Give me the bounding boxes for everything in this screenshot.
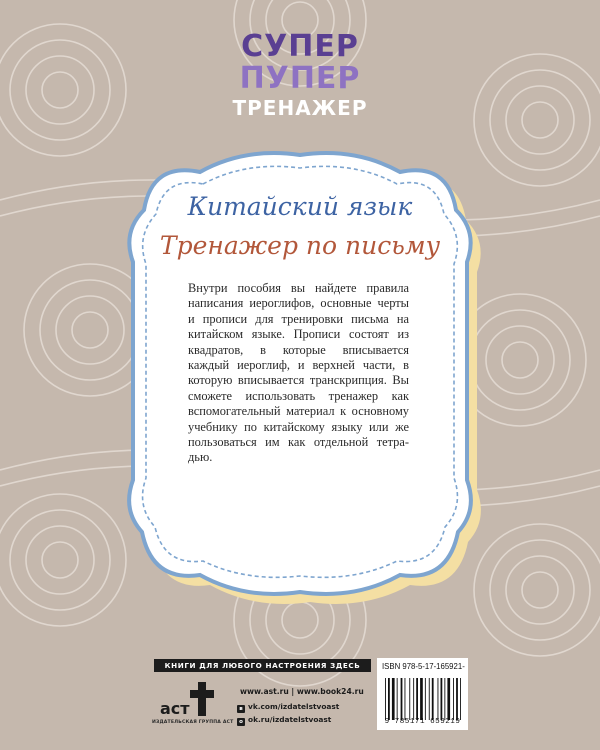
ok-link[interactable]	[237, 715, 331, 726]
barcode-bar	[447, 678, 450, 720]
book-description: Внутри пособия вы найдете правила написания иероглифов, основные черты и прописи для тренировки письма на китайском языке. Прописи состоят из квадратов, в которые вписывается каждый иероглиф, и верхней части, в которую вписывается транскрипция. Вы сможете использовать тренажер как вспомогательный материал к основному учебнику по китайскому языку или же пользоваться им как отдельной тетра-дью.	[188, 281, 409, 465]
barcode-bar	[432, 678, 434, 720]
barcode-bar	[405, 678, 406, 720]
publisher-name: ИЗДАТЕЛЬСКАЯ ГРУППА АСТ	[152, 720, 234, 725]
vk-link[interactable]	[237, 702, 339, 713]
barcode-bar	[425, 678, 426, 720]
barcode-bar	[401, 678, 403, 720]
barcode-bar	[456, 678, 458, 720]
barcode-bar	[441, 678, 443, 720]
barcode-bar	[420, 678, 423, 720]
barcode	[384, 678, 464, 720]
barcode-bar	[453, 678, 454, 720]
series-line-3: ТРЕНАЖЕР	[232, 96, 368, 120]
publisher-tagline-bar: КНИГИ ДЛЯ ЛЮБОГО НАСТРОЕНИЯ ЗДЕСЬ	[154, 659, 371, 672]
series-line-1: СУПЕР	[241, 29, 359, 64]
barcode-digits: 9 785171 659219	[384, 718, 461, 726]
barcode-bar	[397, 678, 398, 720]
book-title-subject: Тренажер по письму	[159, 231, 441, 260]
series-line-2: ПУПЕР	[239, 61, 361, 96]
ast-logo-text: аст	[160, 699, 190, 718]
barcode-bar	[392, 678, 395, 720]
vk-icon: в	[237, 705, 245, 713]
barcode-bar	[413, 678, 414, 720]
publisher-websites[interactable]: www.ast.ru | www.book24.ru	[240, 687, 364, 696]
isbn-label: ISBN 978-5-17-165921-	[377, 658, 468, 675]
barcode-bar	[388, 678, 390, 720]
barcode-bar	[460, 678, 461, 720]
barcode-bar	[444, 678, 445, 720]
barcode-bar	[429, 678, 430, 720]
ast-logo-figure	[190, 682, 214, 716]
ok-link-text: ok.ru/izdatelstvoast	[248, 715, 332, 724]
barcode-bar	[438, 678, 439, 720]
book-title-language: Китайский язык	[187, 192, 413, 221]
barcode-bar	[409, 678, 410, 720]
barcode-bar	[385, 678, 386, 720]
ok-icon: о	[237, 718, 245, 726]
vk-link-text: vk.com/izdatelstvoast	[248, 702, 340, 711]
barcode-bar	[416, 678, 418, 720]
